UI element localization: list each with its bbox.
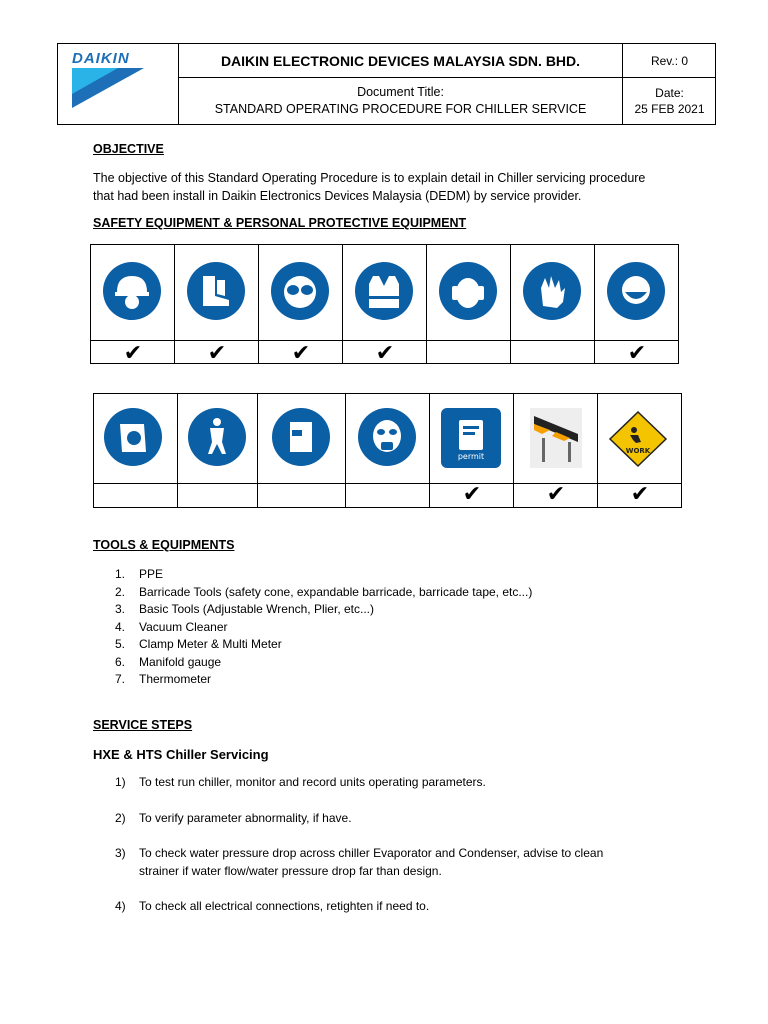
objective-heading: OBJECTIVE	[93, 142, 164, 156]
ear-protection-icon	[439, 262, 497, 320]
safety-vest-icon	[355, 262, 413, 320]
ppe-grid-1	[90, 244, 679, 364]
document-title-label: Document Title:	[357, 85, 444, 99]
respirator-icon	[358, 408, 416, 466]
list-item: 7. Thermometer	[115, 672, 212, 686]
safety-heading: SAFETY EQUIPMENT & PERSONAL PROTECTIVE EQUIPMENT	[93, 216, 467, 230]
check-mark: ✔	[546, 482, 566, 507]
date-value: 25 FEB 2021	[634, 102, 705, 116]
safety-boots-icon	[187, 262, 245, 320]
check-mark: ✔	[627, 341, 647, 366]
permit-label: permit	[457, 452, 485, 461]
welding-shield-icon	[272, 408, 330, 466]
list-item: 1. PPE	[115, 567, 164, 581]
gloves-icon	[523, 262, 581, 320]
revision: Rev.: 0	[623, 44, 716, 78]
ppe-grid-2	[93, 393, 682, 508]
company-name: DAIKIN ELECTRONIC DEVICES MALAYSIA SDN. BHD.	[179, 44, 623, 78]
safety-harness-icon	[188, 408, 246, 466]
date-label: Date:	[655, 86, 684, 100]
work-in-progress-sign-icon	[608, 410, 668, 468]
list-item: 3. Basic Tools (Adjustable Wrench, Plier, etc...)	[115, 602, 374, 616]
list-item: 4. Vacuum Cleaner	[115, 619, 228, 634]
check-mark: ✔	[207, 341, 227, 366]
daikin-logo-text: DAIKIN	[72, 50, 130, 67]
list-item: 6. Manifold gauge	[115, 654, 222, 669]
document-title-cell	[179, 78, 623, 124]
objective-line-1: The objective of this Standard Operating Procedure is to explain detail in Chiller servicing procedure	[93, 171, 646, 185]
hard-hat-icon	[103, 262, 161, 320]
document-header	[57, 43, 716, 125]
service-heading: SERVICE STEPS	[93, 718, 193, 732]
daikin-logo-icon	[72, 68, 144, 108]
service-subheading: HXE & HTS Chiller Servicing	[93, 747, 269, 762]
face-mask-icon	[607, 262, 665, 320]
service-step: 3) To check water pressure drop across chiller Evaporator and Condenser, advise to clean strainer if water flow/water pressure drop far than design.	[115, 846, 604, 878]
barricade-icon	[530, 408, 582, 468]
face-shield-icon	[104, 408, 162, 466]
check-mark: ✔	[291, 341, 311, 366]
check-mark: ✔	[630, 482, 650, 507]
document-title: STANDARD OPERATING PROCEDURE FOR CHILLER SERVICE	[214, 102, 587, 116]
check-mark: ✔	[123, 341, 143, 366]
date-cell	[623, 78, 716, 124]
safety-goggles-icon	[271, 262, 329, 320]
check-mark: ✔	[375, 341, 395, 366]
logo-cell	[58, 44, 179, 124]
tools-list	[115, 566, 532, 689]
permit-icon	[441, 408, 501, 468]
check-mark: ✔	[462, 482, 482, 507]
list-item: 2. Barricade Tools (safety cone, expandable barricade, barricade tape, etc...)	[115, 584, 533, 599]
tools-heading: TOOLS & EQUIPMENTS	[93, 538, 235, 552]
objective-line-2: that had been install in Daikin Electronics Devices Malaysia (DEDM) by service provider.	[93, 189, 582, 203]
work-sign-label: WORK	[625, 447, 651, 455]
list-item: 5. Clamp Meter & Multi Meter	[115, 637, 282, 651]
